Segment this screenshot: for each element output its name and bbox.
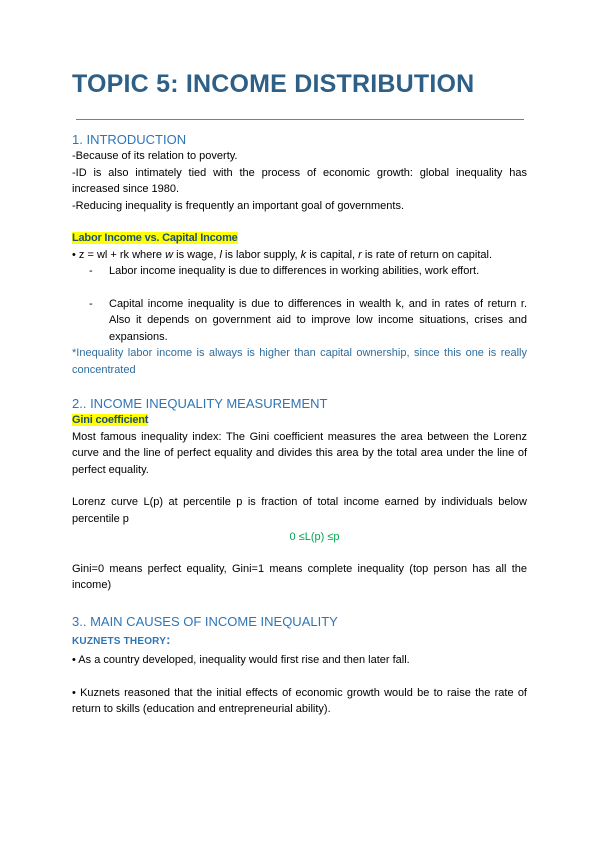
paragraph: -Reducing inequality is frequently an important goal of governments.	[72, 199, 405, 212]
paragraph: • Kuznets reasoned that the initial effects of economic growth would be to raise the rate of return to skills (education and entrepreneurial ability).	[72, 686, 527, 715]
section-heading: 1. INTRODUCTION	[72, 132, 187, 147]
formula: 0 ≤L(p) ≤p	[289, 531, 340, 543]
bullet-formula: • z = wl + rk where w is wage, l is labor supply, k is capital, r is rate of return on capital.	[72, 248, 493, 261]
section-introduction	[72, 131, 527, 378]
page-title: TOPIC 5: INCOME DISTRIBUTION	[72, 70, 475, 98]
highlighted-subheading: Gini coefficient	[72, 414, 149, 426]
subheading-wrapper	[72, 230, 527, 247]
highlighted-subheading: Labor Income vs. Capital Income	[72, 232, 238, 244]
subheading-wrapper: KUZNETS THEORY:	[72, 631, 171, 647]
kuznets-subheading: KUZNETS THEORY	[72, 635, 167, 647]
document-page	[72, 70, 527, 718]
section-measurement	[72, 395, 527, 594]
paragraph: • As a country developed, inequality would first rise and then later fall.	[72, 654, 410, 666]
paragraph: Lorenz curve L(p) at percentile p is fraction of total income earned by individuals below percentile p	[72, 496, 527, 525]
subheading-wrapper	[72, 412, 527, 429]
title-divider	[76, 119, 524, 120]
paragraph: Gini=0 means perfect equality, Gini=1 means complete inequality (top person has all the income)	[72, 562, 527, 591]
paragraph: Most famous inequality index: The Gini coefficient measures the area between the Lorenz curve and the line of perfect equality and divides this area by the total area under the line of perfect equality.	[72, 430, 527, 476]
section-heading: 3.. MAIN CAUSES OF INCOME INEQUALITY	[72, 613, 338, 629]
paragraph: -Because of its relation to poverty.	[72, 150, 238, 162]
section-heading: 2.. INCOME INEQUALITY MEASUREMENT	[72, 396, 328, 411]
paragraph: -ID is also intimately tied with the process of economic growth: global inequality has increased since 1980.	[72, 166, 527, 195]
section-causes	[72, 613, 527, 718]
dash-list	[72, 263, 527, 345]
note: *Inequality labor income is always is higher than capital ownership, since this one is really concentrated	[72, 347, 527, 376]
list-item: - Labor income inequality is due to differences in working abilities, work effort.	[89, 265, 480, 277]
list-item: - Capital income inequality is due to differences in wealth k, and in rates of return r. Also it depends on government aid to improve low income situations, crises and expansions.	[89, 297, 527, 343]
